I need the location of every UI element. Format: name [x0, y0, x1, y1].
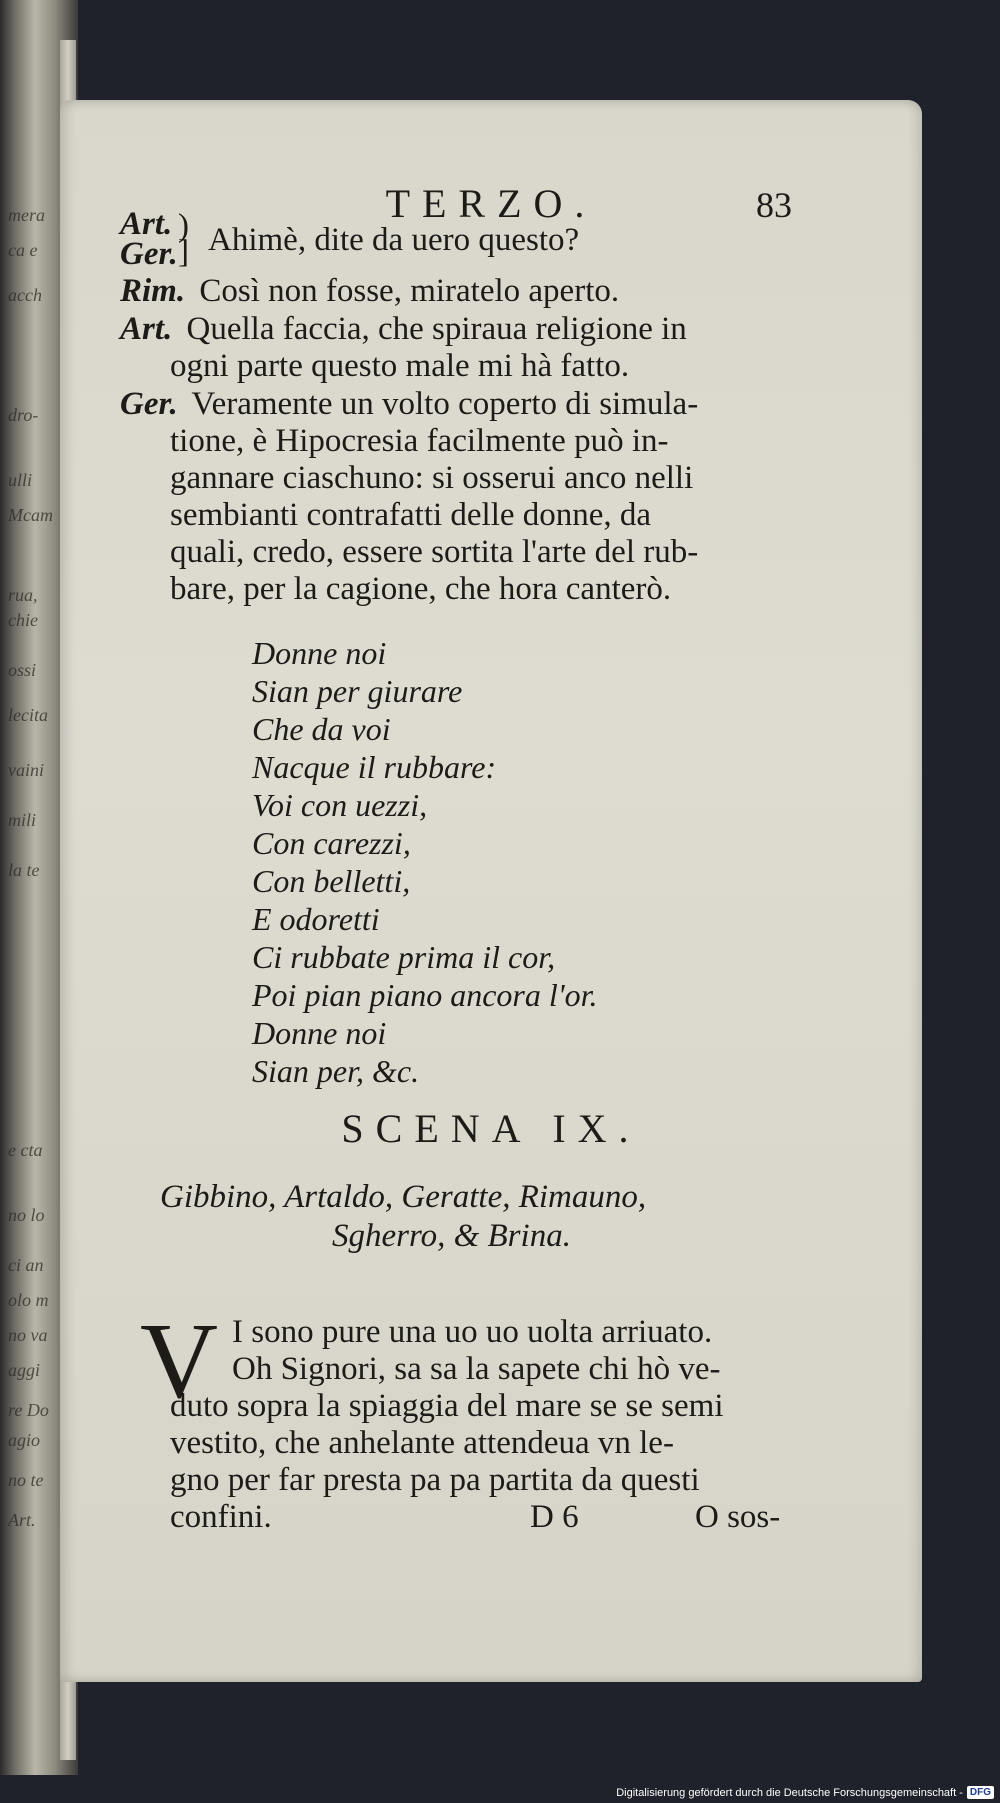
dialogue-line — [170, 496, 651, 534]
spine-fragment: vaini — [8, 760, 44, 780]
spine-fragment: rua, — [8, 585, 38, 605]
signature-mark: D 6 — [530, 1499, 579, 1535]
speaker-label: Rim. — [120, 273, 186, 309]
body-line: Oh Signori, sa sa la sapete chi hò ve- — [232, 1351, 721, 1387]
line-text: Così non fosse, miratelo aperto. — [199, 273, 620, 309]
dialogue-line — [170, 347, 629, 385]
verse-line: Poi pian piano ancora l'or. — [252, 977, 598, 1013]
verse-line: Donne noi — [252, 635, 387, 671]
body-line: duto sopra la spiaggia del mare se se semi — [170, 1388, 724, 1424]
speaker-label: Ger. — [120, 236, 178, 272]
line-text: tione, è Hipocresia facilmente può in- — [170, 423, 669, 459]
verse-line: Con belletti, — [252, 863, 411, 899]
dialogue-line — [120, 310, 687, 348]
spine-fragment: no va — [8, 1325, 48, 1345]
spine-fragment: ca e — [8, 240, 38, 260]
dialogue-line — [170, 459, 693, 497]
spine-fragment: la te — [8, 860, 40, 880]
spine-fragment: lecita — [8, 705, 48, 725]
dfg-logo: DFG — [967, 1786, 994, 1799]
spine-fragment: ci an — [8, 1255, 44, 1275]
spine-fragment: chie — [8, 610, 38, 630]
spine-fragment: e cta — [8, 1140, 43, 1160]
speaker-label: Art. — [120, 311, 173, 347]
spine-fragment: ulli — [8, 470, 33, 490]
verse-line: Con carezzi, — [252, 825, 411, 861]
book-page — [60, 100, 922, 1682]
spine-fragment: no lo — [8, 1205, 45, 1225]
character-line: Sgherro, & Brina. — [332, 1218, 571, 1254]
spine-fragment: re Do — [8, 1400, 49, 1420]
spine-fragment: aggi — [8, 1360, 41, 1380]
speaker-bracket-lower: ] — [178, 234, 189, 270]
line-text: Ahimè, dite da uero questo? — [208, 222, 580, 258]
verse-line: Sian per, &c. — [252, 1053, 420, 1089]
spine-fragment: acch — [8, 285, 42, 305]
dialogue-line — [170, 570, 671, 608]
verse-line: E odoretti — [252, 901, 380, 937]
dialogue-line — [170, 422, 668, 460]
line-text: bare, per la cagione, che hora canterò. — [170, 571, 672, 607]
spine-fragment: Mcam — [8, 505, 53, 525]
speaker-label: Art. — [120, 206, 173, 242]
scene-heading: SCENA IX. — [341, 1106, 641, 1151]
drop-cap: V — [140, 1302, 218, 1421]
dialogue-line — [120, 385, 698, 423]
spine-fragment: dro- — [8, 405, 39, 425]
running-head: TERZO. — [385, 181, 597, 226]
spine-fragment: ossi — [8, 660, 37, 680]
page-number: 83 — [756, 185, 792, 225]
verse-line: Che da voi — [252, 711, 391, 747]
spine-fragment: agio — [8, 1430, 41, 1450]
line-text: quali, credo, essere sortita l'arte del rub- — [170, 534, 699, 570]
credit-text: Digitalisierung gefördert durch die Deutsche Forschungsgemeinschaft - — [616, 1786, 963, 1799]
verse-line: Nacque il rubbare: — [252, 749, 497, 785]
spine-fragment: mili — [8, 810, 37, 830]
line-text: Veramente un volto coperto di simula- — [191, 386, 699, 422]
spine-fragment: mera — [8, 205, 45, 225]
speaker-label: Ger. — [120, 386, 178, 422]
body-line: vestito, che anhelante attendeua vn le- — [170, 1425, 674, 1461]
dialogue-line — [120, 272, 619, 310]
line-text: gannare ciaschuno: si osserui anco nelli — [170, 460, 694, 496]
spine-fragment: no te — [8, 1470, 44, 1490]
speaker-bracket: ) — [178, 208, 189, 244]
spine-fragment: Art. — [8, 1510, 36, 1530]
spine-fragment: olo m — [8, 1290, 49, 1310]
verse-line: Donne noi — [252, 1015, 387, 1051]
verse-line: Sian per giurare — [252, 673, 463, 709]
character-line: Gibbino, Artaldo, Geratte, Rimauno, — [160, 1179, 647, 1215]
body-line: gno per far presta pa pa partita da questi — [170, 1462, 700, 1498]
digitization-credit — [616, 1786, 994, 1799]
dialogue-line — [170, 533, 698, 571]
body-line: I sono pure una uo uo uolta arriuato. — [232, 1314, 713, 1350]
verse-line: Voi con uezzi, — [252, 787, 428, 823]
verse-line: Ci rubbate prima il cor, — [252, 939, 556, 975]
body-line: confini. — [170, 1499, 272, 1535]
line-text: Quella faccia, che spiraua religione in — [186, 311, 687, 347]
catchword: O sos- — [695, 1499, 781, 1535]
line-text: ogni parte questo male mi hà fatto. — [170, 348, 630, 384]
line-text: sembianti contrafatti delle donne, da — [170, 497, 652, 533]
